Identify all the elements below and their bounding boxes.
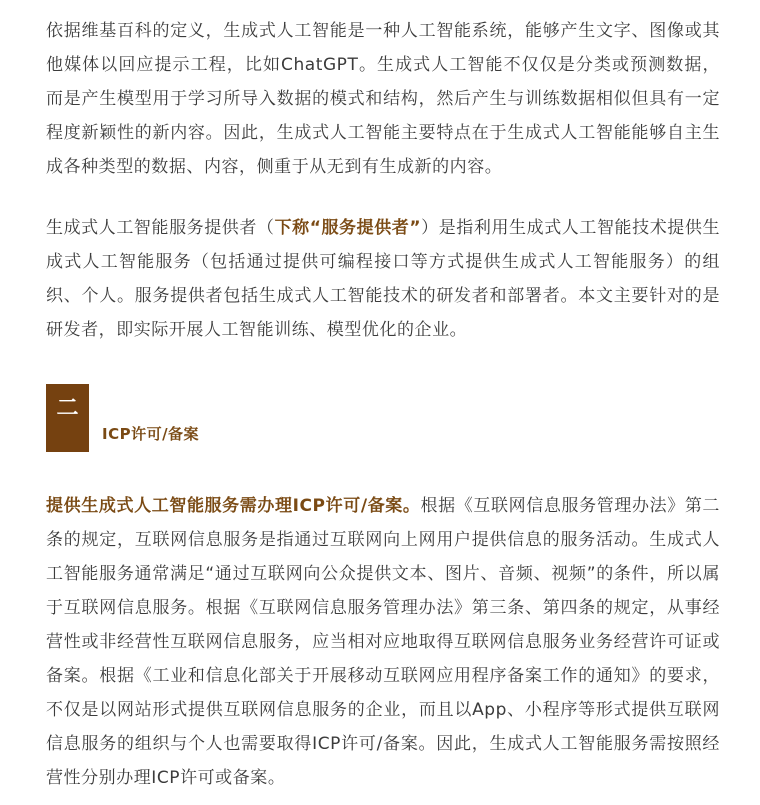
paragraph-service-provider-rest: ）是指利用生成式人工智能技术提供生成式人工智能服务（包括通过提供可编程接口等方式提供生成式人工智能服务）的组织、个人。服务提供者包括生成式人工智能技术的研发者和部署者。本文主要针对的是研发者，即实际开展人工智能训练、模型优化的企业。 (46, 218, 720, 340)
paragraph-icp-rest: 根据《互联网信息服务管理办法》第二条的规定，互联网信息服务是指通过互联网向上网用户提供信息的服务活动。生成式人工智能服务通常满足“通过互联网向公众提供文本、图片、音频、视频”的条件，所以属于互联网信息服务。根据《互联网信息服务管理办法》第三条、第四条的规定，从事经营性或非经营性互联网信息服务，应当相对应地取得互联网信息服务业务经营许可证或备案。根据《工业和信息化部关于开展移动互联网应用程序备案工作的通知》的要求，不仅是以网站形式提供互联网信息服务的企业，而且以App、小程序等形式提供互联网信息服务的组织与个人也需要取得ICP许可/备案。因此，生成式人工智能服务需按照经营性分别办理ICP许可或备案。 (46, 496, 720, 788)
paragraph-icp (46, 489, 720, 795)
paragraph-service-provider (46, 211, 720, 347)
paragraph-icp-emphasis: 提供生成式人工智能服务需办理ICP许可/备案。 (46, 496, 421, 516)
section-number-box (46, 384, 89, 452)
section-number: 二 (56, 396, 79, 421)
paragraph-definition-text: 依据维基百科的定义，生成式人工智能是一种人工智能系统，能够产生文字、图像或其他媒体以回应提示工程，比如ChatGPT。生成式人工智能不仅仅是分类或预测数据，而是产生模型用于学习所导入数据的模式和结构，然后产生与训练数据相似但具有一定程度新颖性的新内容。因此，生成式人工智能主要特点在于生成式人工智能能够自主生成各种类型的数据、内容，侧重于从无到有生成新的内容。 (46, 21, 720, 177)
paragraph-definition (46, 14, 720, 184)
paragraph-service-provider-emphasis: 下称“服务提供者” (274, 218, 422, 238)
section-title: ICP许可/备案 (102, 425, 200, 443)
paragraph-service-provider-lead: 生成式人工智能服务提供者（ (46, 218, 275, 238)
section-header (46, 384, 720, 452)
